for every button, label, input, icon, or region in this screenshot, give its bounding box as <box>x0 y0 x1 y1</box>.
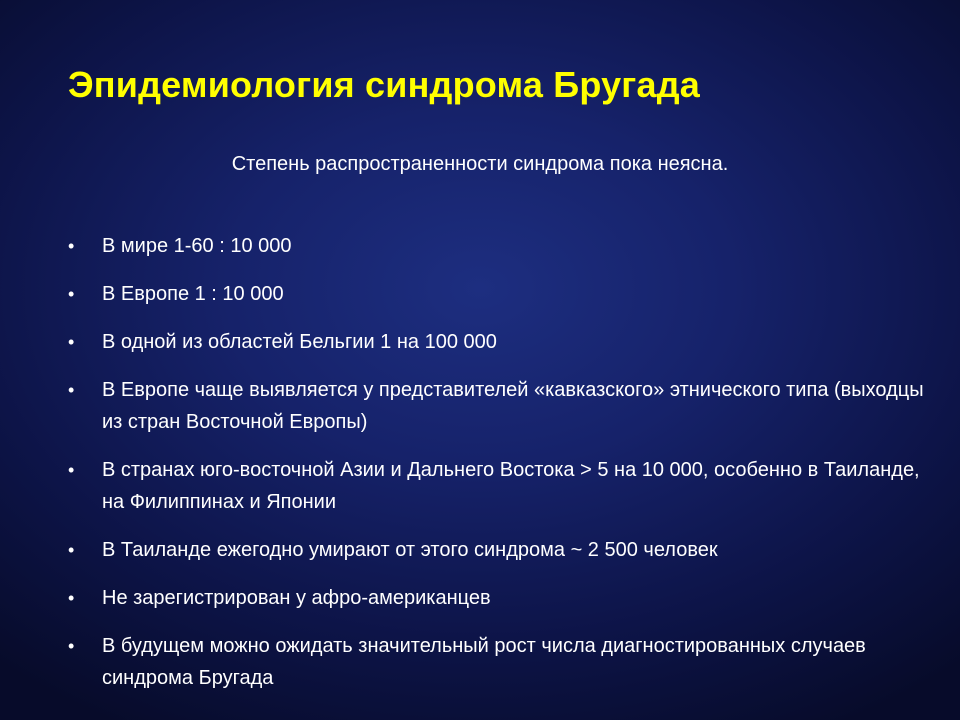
bullet-icon: • <box>68 236 75 256</box>
list-item-text: В будущем можно ожидать значительный рост числа диагностированных случаев синдрома Бругада <box>102 635 866 689</box>
list-item-text: В одной из областей Бельгии 1 на 100 000 <box>102 331 497 353</box>
bullet-list <box>68 230 928 710</box>
list-item <box>68 278 928 310</box>
bullet-icon: • <box>68 284 75 304</box>
list-item-text: В Европе 1 : 10 000 <box>102 283 284 305</box>
slide-title: Эпидемиология синдрома Бругада <box>68 64 700 105</box>
list-item <box>68 230 928 262</box>
bullet-icon: • <box>68 380 75 400</box>
bullet-icon: • <box>68 540 75 560</box>
list-item-text: В Европе чаще выявляется у представителей «кавказского» этнического типа (выходцы из стран Восточной Европы) <box>102 379 924 433</box>
bullet-icon: • <box>68 588 75 608</box>
list-item-text: В Таиланде ежегодно умирают от этого синдрома ~ 2 500 человек <box>102 539 718 561</box>
list-item <box>68 582 928 614</box>
list-item <box>68 326 928 358</box>
slide-subtitle: Степень распространенности синдрома пока неясна. <box>231 153 729 175</box>
list-item <box>68 454 928 518</box>
bullet-icon: • <box>68 636 75 656</box>
list-item <box>68 534 928 566</box>
bullet-icon: • <box>68 460 75 480</box>
list-item-text: В странах юго-восточной Азии и Дальнего Востока > 5 на 10 000, особенно в Таиланде, на Филиппинах и Японии <box>102 459 920 513</box>
list-item-text: Не зарегистрирован у афро-американцев <box>102 587 491 609</box>
list-item-text: В мире 1-60 : 10 000 <box>102 235 292 257</box>
list-item <box>68 630 928 694</box>
list-item <box>68 374 928 438</box>
bullet-icon: • <box>68 332 75 352</box>
